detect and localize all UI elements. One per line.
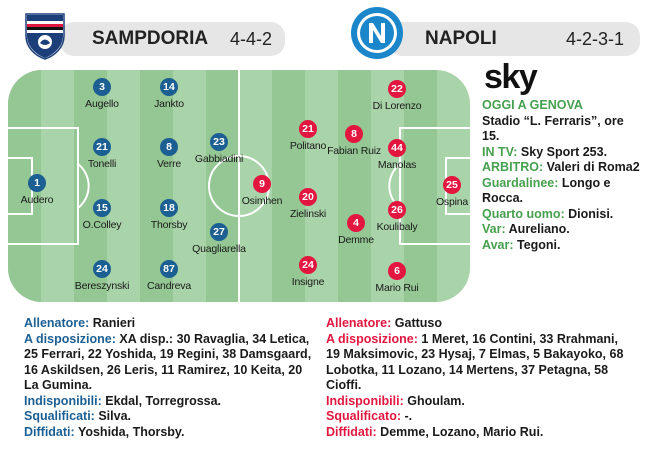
away-formation: 4-2-3-1 [566,29,625,49]
fourth-official-label: Quarto uomo: [482,206,565,221]
match-info [482,98,642,253]
linesmen: Longo e Rocca. [482,175,611,205]
player-number: 9 [253,175,271,193]
player-number: 8 [160,138,178,156]
player-number: 24 [299,256,317,274]
player-number: 8 [345,125,363,143]
player-name: Fabian Ruiz [327,145,381,157]
var: Aureliano. [508,222,570,236]
player-name: Quagliarella [192,243,246,255]
player-name: Jankto [154,98,184,110]
referee: Valeri di Roma2 [546,160,640,174]
player-name: Bereszynski [74,280,130,292]
home-suspended-label: Squalificati: [24,409,95,423]
player-name: Manolas [377,159,417,171]
player-name: Politano [289,140,327,152]
away-player [352,139,442,171]
venue: Stadio “L. Ferraris”, ore 15. [482,113,624,143]
player-name: O.Colley [82,219,122,231]
home-player [174,223,264,255]
player-number: 87 [160,260,178,278]
player-number: 22 [388,80,406,98]
player-name: Insigne [291,276,325,288]
player-name: Osimhen [241,195,283,207]
away-bench: 1 Meret, 16 Contini, 33 Rrahmani, 19 Maksimovic, 23 Hysaj, 7 Elmas, 5 Bakayoko, 68 Lobotka, 11 Lozano, 14 Mertens, 37 Petagna, 58 Cioffi. [326,331,624,392]
avar: Tegoni. [516,237,561,252]
referee-label: ARBITRO: [482,160,544,174]
player-number: 44 [388,139,406,157]
sky-logo: sky [484,58,537,96]
player-number: 21 [93,138,111,156]
player-name: Gabbiadini [194,153,244,165]
away-coach-label: Allenatore: [326,316,392,330]
home-coach-label: Allenatore: [24,316,90,330]
fourth-official: Dionisi. [568,206,614,221]
away-warned: Demme, Lozano, Mario Rui. [380,424,544,439]
away-bench-label: A disposizione: [326,331,418,346]
player-number: 23 [210,133,228,151]
player-name: Audero [20,194,54,206]
player-number: 27 [210,223,228,241]
home-player [174,133,264,165]
player-number: 3 [93,78,111,96]
venue-label: OGGI A GENOVA [482,98,583,112]
away-suspended-label: Squalificato: [326,409,402,423]
home-player [124,78,214,110]
home-warned-label: Diffidati: [24,424,75,439]
away-team-name: NAPOLI [425,28,497,49]
player-name: Thorsby [150,219,188,231]
home-unavailable: Ekdal, Torregrossa. [105,393,222,408]
home-warned: Yoshida, Thorsby. [77,424,185,439]
away-details [326,316,626,440]
player-name: Augello [85,98,119,110]
home-unavailable-label: Indisponibili: [24,393,102,408]
player-name: Mario Rui [375,282,419,294]
home-coach: Ranieri [92,316,136,330]
var-label: Var: [482,222,506,236]
player-number: 14 [160,78,178,96]
home-suspended: Silva. [98,409,131,423]
home-details [24,316,314,440]
home-formation: 4-4-2 [230,29,273,49]
player-name: Tonelli [87,158,117,170]
away-warned-label: Diffidati: [326,424,377,439]
home-team-name: SAMPDORIA [92,28,209,49]
player-number: 20 [299,188,317,206]
away-unavailable-label: Indisponibili: [326,393,404,408]
home-bench: XA disp.: 30 Ravaglia, 34 Letica, 25 Ferrari, 22 Yoshida, 19 Regini, 38 Damsgaard, 16 Askildsen, 26 Leris, 11 Ramirez, 10 Keita, 20 La Gumina. [24,331,312,392]
player-number: 15 [93,199,111,217]
player-number: 26 [388,201,406,219]
napoli-crest-icon [350,6,404,60]
player-name: Zielinski [289,208,327,220]
player-number: 25 [443,176,461,194]
avar-label: Avar: [482,237,514,252]
player-number: 6 [388,262,406,280]
tv-label: IN TV: [482,144,518,159]
home-bench-label: A disposizione: [24,331,116,346]
home-player [124,260,214,292]
player-number: 24 [93,260,111,278]
tv-channel: Sky Sport 253. [520,144,608,159]
player-name: Di Lorenzo [372,100,422,112]
player-name: Candreva [147,280,191,292]
player-name: Demme [338,234,374,246]
away-suspended: -. [404,409,413,423]
player-number: 1 [28,174,46,192]
player-name: Verre [156,158,182,170]
sampdoria-crest-icon [22,10,68,60]
away-player [263,256,353,288]
linesmen-label: Guardalinee: [482,175,559,190]
away-coach: Gattuso [394,316,443,330]
away-player [352,262,442,294]
player-number: 18 [160,199,178,217]
player-number: 21 [299,120,317,138]
player-name: Ospina [435,196,469,208]
player-number: 4 [347,214,365,232]
away-player [352,80,442,112]
player-name: Koulibaly [376,221,418,233]
away-unavailable: Ghoulam. [407,393,465,408]
